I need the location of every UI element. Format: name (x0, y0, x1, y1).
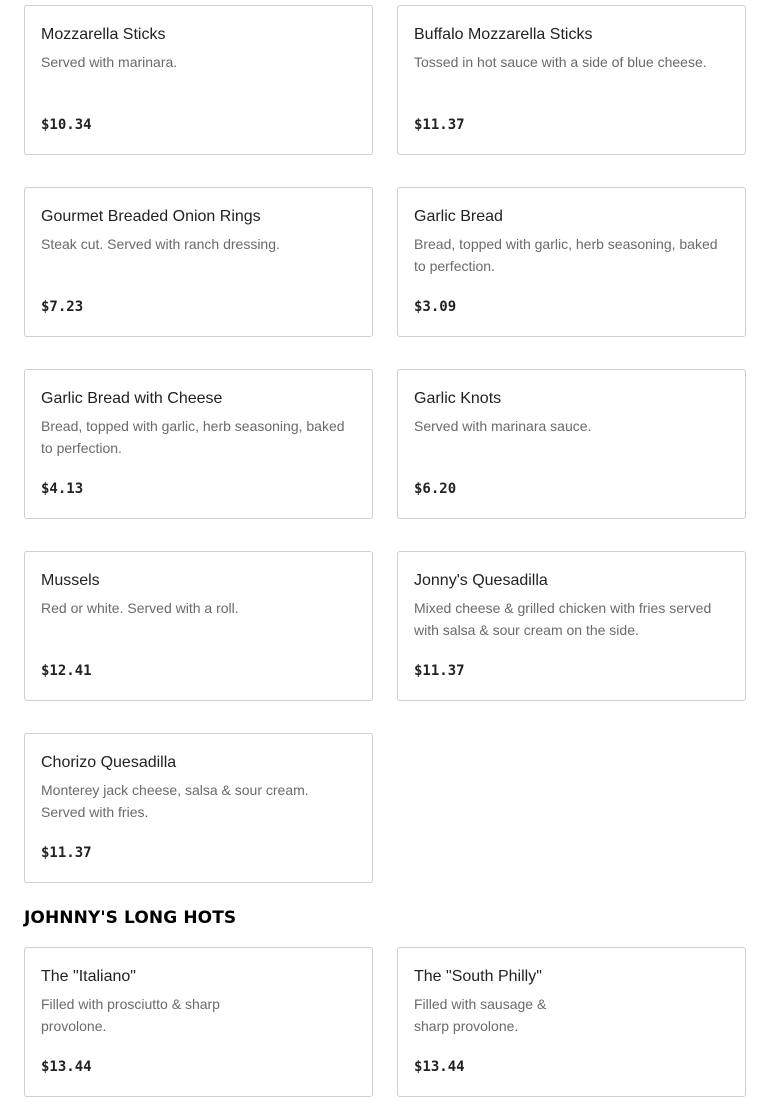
menu-item-price: $13.44 (41, 1059, 92, 1075)
menu-item-price: $10.34 (41, 117, 92, 133)
menu-item-card[interactable] (397, 5, 746, 155)
menu-item-description: Filled with sausage & sharp provolone. (414, 996, 547, 1034)
menu-item-name: Mozzarella Sticks (41, 26, 166, 43)
menu-item-price: $13.44 (414, 1059, 465, 1075)
menu-item-name: Buffalo Mozzarella Sticks (414, 26, 593, 43)
menu-item-card[interactable] (397, 947, 746, 1097)
menu-item-name: Gourmet Breaded Onion Rings (41, 208, 261, 225)
section-title: JOHNNY'S LONG HOTS (24, 908, 237, 928)
menu-item-name: Chorizo Quesadilla (41, 754, 177, 771)
menu-item-name: Garlic Knots (414, 390, 502, 407)
menu-item-name: The "South Philly" (414, 968, 542, 985)
menu-item-card[interactable] (397, 187, 746, 337)
appetizers-grid (24, 5, 746, 883)
menu-item-price: $4.13 (41, 481, 84, 497)
menu-item-card[interactable] (24, 187, 373, 337)
menu-item-card[interactable] (24, 947, 373, 1097)
menu-item-price: $11.37 (414, 663, 465, 679)
menu-item-description: Red or white. Served with a roll. (41, 600, 239, 616)
long-hots-grid (24, 947, 746, 1097)
menu-item-card[interactable] (397, 369, 746, 519)
menu-item-price: $7.23 (41, 299, 84, 315)
menu-item-card[interactable] (24, 551, 373, 701)
menu-item-card[interactable] (24, 5, 373, 155)
menu-item-description: Tossed in hot sauce with a side of blue cheese. (414, 54, 707, 70)
menu-item-price: $12.41 (41, 663, 92, 679)
menu-item-description: Filled with prosciutto & sharp provolone. (41, 996, 220, 1034)
menu-item-description: Steak cut. Served with ranch dressing. (41, 236, 280, 252)
menu-item-card[interactable] (24, 369, 373, 519)
menu-item-price: $3.09 (414, 299, 457, 315)
menu-item-description: Served with marinara sauce. (414, 418, 592, 434)
menu-item-description: Bread, topped with garlic, herb seasoning, baked to perfection. (41, 418, 345, 456)
menu-item-description: Bread, topped with garlic, herb seasoning, baked to perfection. (414, 236, 718, 274)
menu-item-price: $11.37 (41, 845, 92, 861)
menu-item-card[interactable] (24, 733, 373, 883)
menu-item-price: $6.20 (414, 481, 457, 497)
menu-item-name: Jonny's Quesadilla (414, 572, 548, 589)
menu-item-card[interactable] (397, 551, 746, 701)
menu-item-price: $11.37 (414, 117, 465, 133)
menu-item-description: Served with marinara. (41, 54, 178, 70)
menu-item-description: Monterey jack cheese, salsa & sour cream. Served with fries. (41, 782, 309, 820)
menu-item-name: The "Italiano" (41, 968, 136, 985)
menu-item-name: Garlic Bread (414, 208, 503, 225)
menu-item-name: Garlic Bread with Cheese (41, 390, 223, 407)
menu-item-description: Mixed cheese & grilled chicken with fries served with salsa & sour cream on the side. (414, 600, 712, 638)
menu-item-name: Mussels (41, 572, 100, 589)
